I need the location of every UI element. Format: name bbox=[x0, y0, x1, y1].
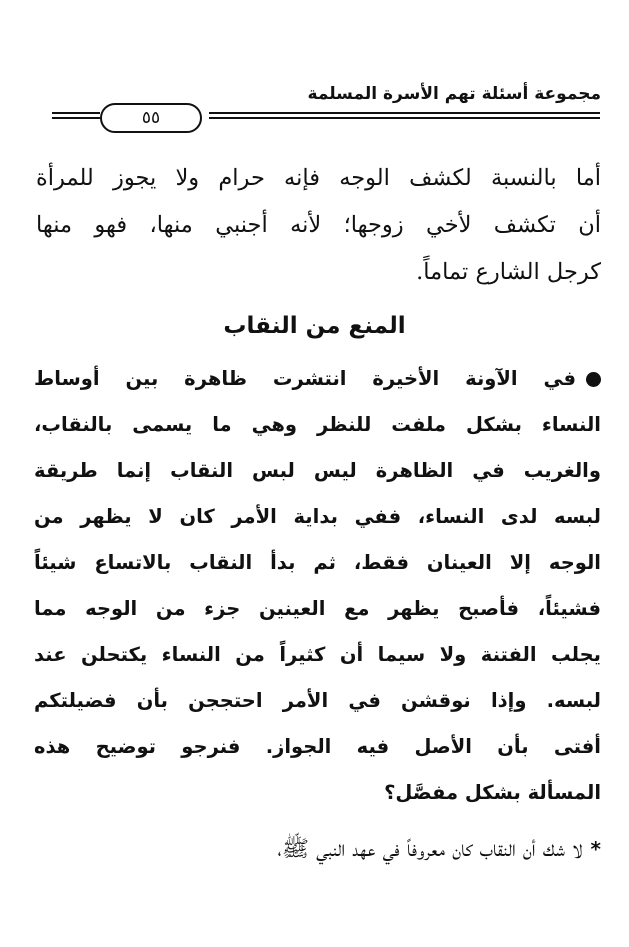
question-line-text: في الآونة الأخيرة انتشرت ظاهرة بين أوساط bbox=[34, 367, 576, 390]
running-header-title: مجموعة أسئلة تهم الأسرة المسلمة bbox=[307, 84, 601, 104]
question-line-first bbox=[34, 356, 601, 402]
question-line: لبسه لدى النساء، ففي بداية الأمر كان لا يظهر من bbox=[34, 505, 601, 528]
question-line: النساء بشكل ملفت للنظر وهي ما يسمى بالنقاب، bbox=[34, 413, 601, 436]
question-line: الوجه إلا العينان فقط، ثم بدأ النقاب بالاتساع شيئاً bbox=[34, 551, 601, 574]
header-rule bbox=[44, 103, 600, 133]
page-number: ٥٥ bbox=[100, 103, 202, 133]
question-line: يجلب الفتنة ولا سيما أن كثيراً من النساء يكتحلن عند bbox=[34, 643, 601, 666]
paragraph-1 bbox=[36, 155, 601, 296]
text-line: أما بالنسبة لكشف الوجه فإنه حرام ولا يجوز للمرأة bbox=[36, 165, 601, 191]
bullet-icon bbox=[586, 372, 601, 387]
question-line: المسألة بشكل مفصَّل؟ bbox=[384, 781, 601, 804]
text-line: كرجل الشارع تماماً. bbox=[416, 259, 601, 285]
answer-asterisk-icon: * bbox=[590, 837, 601, 861]
section-heading: المنع من النقاب bbox=[223, 313, 406, 339]
header-rule-right bbox=[209, 112, 600, 119]
text-line: أن تكشف لأخي زوجها؛ لأنه أجنبي منها، فهو منها bbox=[36, 212, 601, 238]
question-line: لبسه. وإذا نوقشن في الأمر احتججن بأن فضيلتكم bbox=[34, 689, 601, 712]
answer-line bbox=[34, 826, 601, 873]
question-line: أفتى بأن الأصل فيه الجواز. فنرجو توضيح هذه bbox=[34, 735, 601, 758]
question-line: فشيئاً، فأصبح يظهر مع العينين جزء من الوجه مما bbox=[34, 597, 601, 620]
question-line: والغريب في الظاهرة ليس لبس النقاب إنما طريقة bbox=[34, 459, 601, 482]
question-block bbox=[34, 356, 601, 816]
header-rule-left bbox=[52, 112, 100, 119]
answer-text: لا شك أن النقاب كان معروفاً في عهد النبي ﷺ، bbox=[277, 836, 583, 862]
